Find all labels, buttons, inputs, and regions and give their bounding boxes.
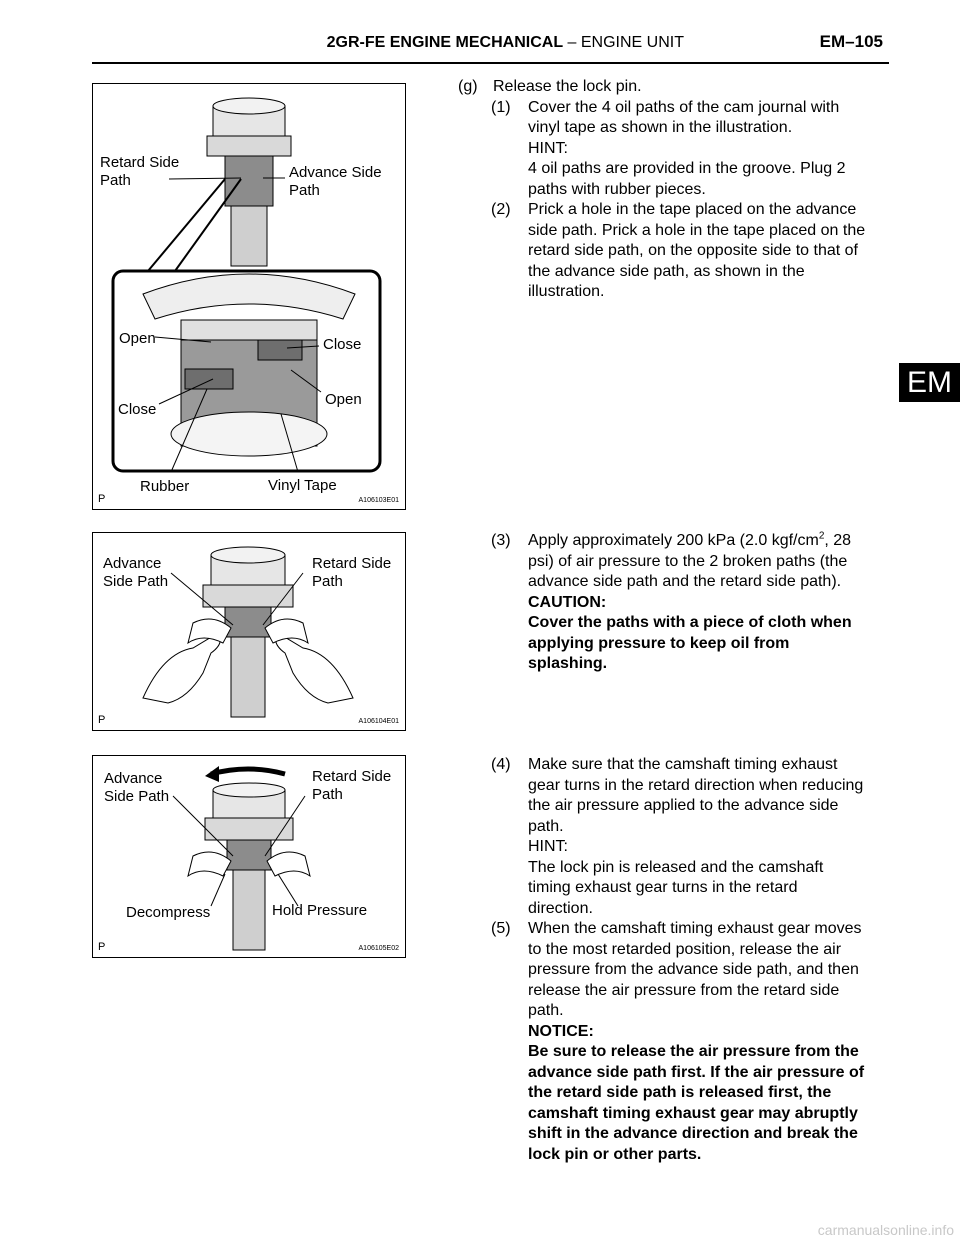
label-hold-pressure: Hold Pressure — [272, 902, 368, 919]
label-vinyl-tape: Vinyl Tape — [268, 477, 337, 494]
section-tab: EM — [899, 363, 960, 402]
step-number: (2) — [491, 201, 511, 218]
page-number: EM–105 — [819, 32, 883, 51]
steps-group-2 — [491, 531, 891, 675]
figure-lock-pin-tape — [92, 83, 406, 510]
step-number: (4) — [491, 756, 511, 773]
notice-line: shift in the advance direction and break the — [528, 1125, 858, 1142]
figure-code: A106103E01 — [358, 497, 399, 504]
notice-label: NOTICE: — [528, 1022, 594, 1040]
step-g — [458, 77, 888, 98]
label-advance-side-path: Advance Side Path — [103, 555, 169, 590]
step-line: Cover the 4 oil paths of the cam journal with — [528, 98, 840, 116]
step-text: Release the lock pin. — [493, 78, 642, 95]
step-number: (g) — [458, 78, 478, 95]
steps-group-1 — [458, 77, 888, 303]
hint-line: timing exhaust gear turns in the retard — [528, 879, 798, 896]
step-line: path. — [528, 817, 564, 835]
label-rubber: Rubber — [140, 478, 190, 495]
step-5 — [491, 919, 891, 1165]
caution-line: Cover the paths with a piece of cloth when — [528, 614, 852, 631]
step-line: path. — [528, 1002, 564, 1019]
notice-line: Be sure to release the air pressure from the — [528, 1043, 859, 1060]
notice-line: camshaft timing exhaust gear may abruptly — [528, 1104, 858, 1122]
label-close-right: Close — [323, 336, 362, 353]
step-line: release the air pressure from the retard side — [528, 981, 840, 999]
step-number: (1) — [491, 98, 511, 116]
label-decompress: Decompress — [126, 904, 211, 921]
step-line: psi) of air pressure to the 2 broken paths (the — [528, 552, 848, 570]
caution-label: CAUTION: — [528, 593, 607, 611]
step-line: to the most retarded position, release the air — [528, 940, 842, 958]
figure-code: A106104E01 — [358, 718, 399, 725]
hint-line: direction. — [528, 899, 593, 917]
label-close-left: Close — [118, 401, 157, 418]
step-line: retard side path, on the opposite side to that of — [528, 242, 858, 259]
figure-p-mark: P — [98, 493, 106, 505]
hint-label: HINT: — [528, 139, 568, 157]
step-line: illustration. — [528, 283, 605, 300]
figure-p-mark: P — [98, 941, 106, 953]
figure-code: A106105E02 — [358, 945, 399, 952]
step-line: Make sure that the camshaft timing exhaust — [528, 756, 838, 773]
step-line: the advance side path, as shown in the — [528, 262, 805, 280]
label-retard-side-path: Retard Side Path — [312, 768, 392, 803]
label-open-right: Open — [325, 391, 362, 408]
steps-group-3 — [491, 755, 891, 1165]
hint-line: 4 oil paths are provided in the groove. Plug 2 — [528, 160, 846, 177]
watermark-footer[interactable]: carmanualsonline.info — [817, 1222, 954, 1238]
step-line: pressure from the advance side path, and then — [528, 961, 859, 978]
step-number: (3) — [491, 532, 511, 549]
header-title: 2GR-FE ENGINE MECHANICAL – ENGINE UNIT — [326, 34, 684, 51]
figure-decompress — [92, 755, 406, 958]
step-line: gear turns in the retard direction when reducing — [528, 776, 864, 794]
figure-p-mark: P — [98, 714, 106, 726]
step-line: When the camshaft timing exhaust gear moves — [528, 920, 862, 937]
label-retard-side-path: Retard Side Path — [100, 154, 180, 189]
step-line: the air pressure applied to the advance side — [528, 797, 839, 814]
step-line: advance side path and the retard side path). — [528, 573, 842, 590]
step-line: Apply approximately 200 kPa (2.0 kgf/$cm^2$, 28 — [528, 530, 852, 549]
hint-label: HINT: — [528, 838, 568, 855]
page-header — [92, 30, 889, 64]
camshaft-tape-illustration — [93, 84, 405, 509]
notice-line: advance side path first. If the air pressure of — [528, 1063, 865, 1081]
step-2 — [491, 200, 888, 303]
step-3 — [491, 531, 891, 675]
figure-apply-air-pressure — [92, 532, 406, 731]
caution-line: splashing. — [528, 655, 608, 672]
label-open-left: Open — [119, 330, 156, 347]
label-retard-side-path: Retard Side Path — [312, 555, 392, 590]
hint-line: The lock pin is released and the camshaft — [528, 858, 824, 876]
step-line: vinyl tape as shown in the illustration. — [528, 119, 793, 136]
step-number: (5) — [491, 920, 511, 937]
step-4 — [491, 755, 891, 919]
caution-line: applying pressure to keep oil from — [528, 634, 790, 652]
step-line: Prick a hole in the tape placed on the advance — [528, 201, 857, 218]
notice-line: lock pin or other parts. — [528, 1145, 702, 1163]
label-advance-side-path: Advance Side Path — [289, 164, 382, 199]
notice-line: the retard side path is released first, the — [528, 1084, 832, 1101]
step-1 — [491, 98, 888, 201]
label-advance-side-path: Advance Side Path — [104, 770, 170, 805]
step-line: side path. Prick a hole in the tape placed on the — [528, 221, 866, 239]
hint-line: paths with rubber pieces. — [528, 180, 706, 198]
